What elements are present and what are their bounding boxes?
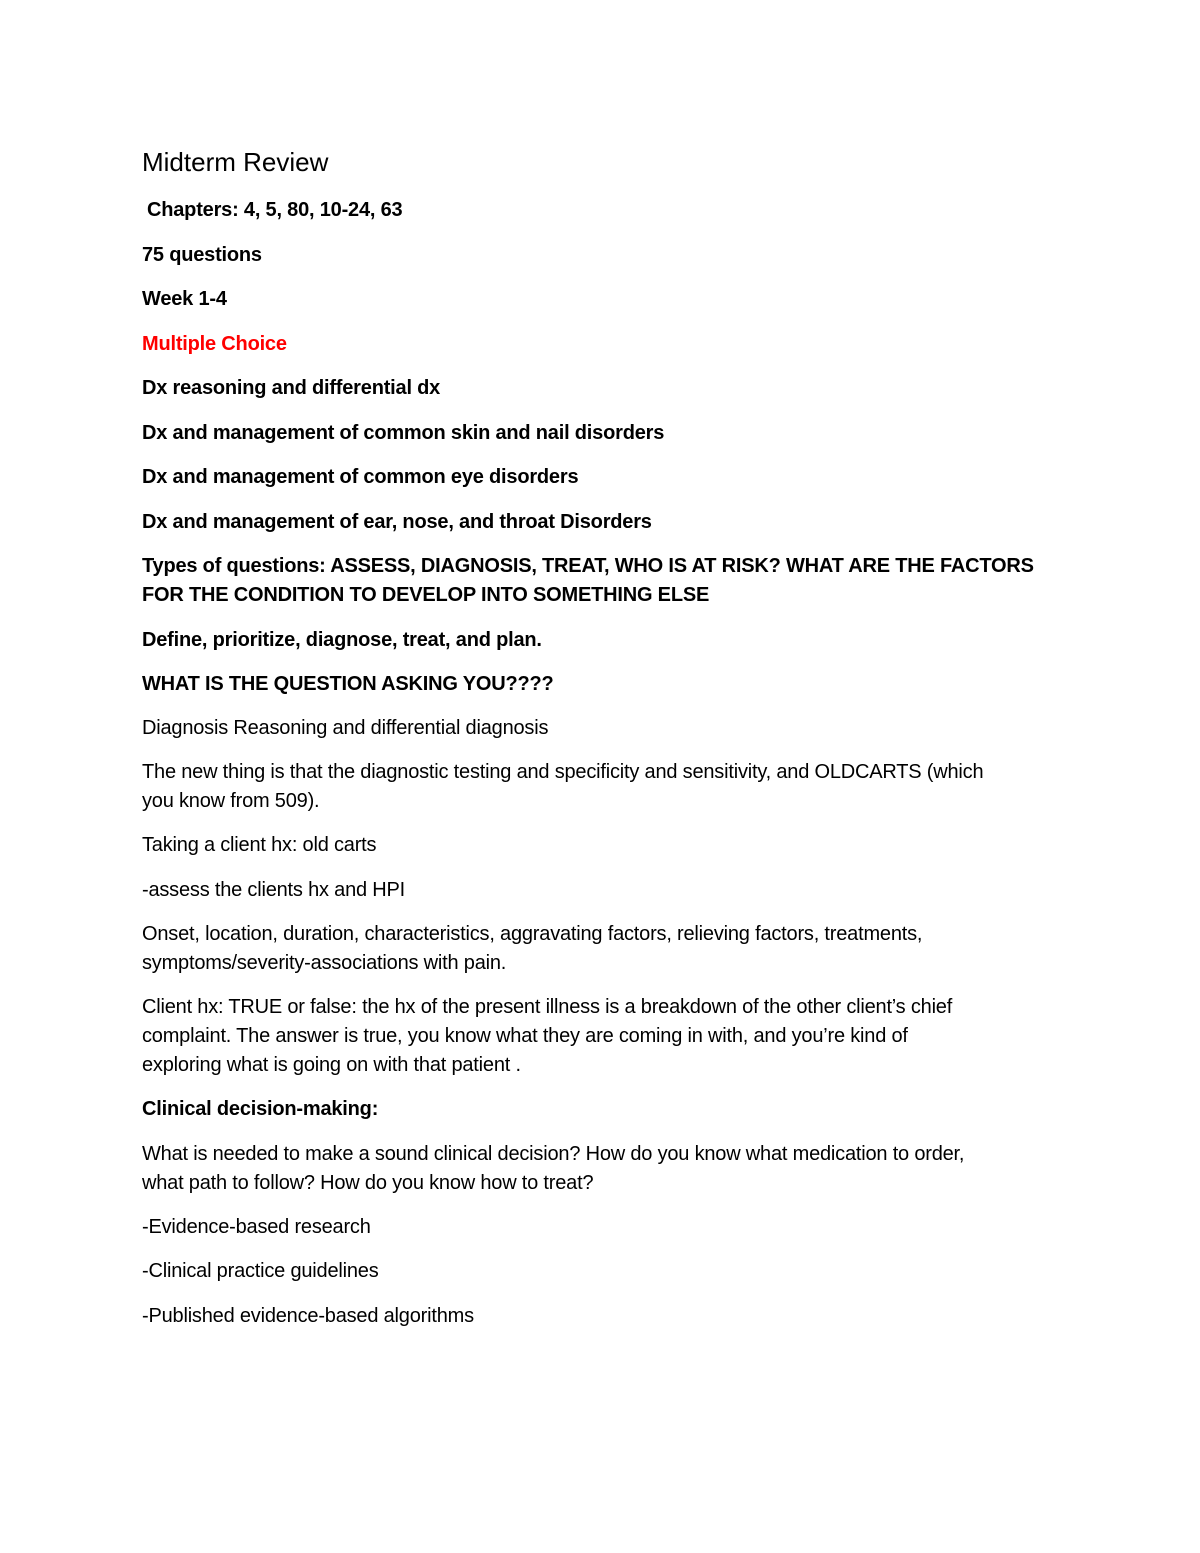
format-line: Multiple Choice xyxy=(142,333,287,355)
document-title: Midterm Review xyxy=(142,147,329,177)
topic-item: Dx reasoning and differential dx xyxy=(142,377,441,399)
evidence-item: -Evidence-based research xyxy=(142,1216,371,1238)
define-line: Define, prioritize, diagnose, treat, and plan. xyxy=(142,629,542,651)
taking-hx-line: Taking a client hx: old carts xyxy=(142,834,377,856)
onset-line: symptoms/severity-associations with pain. xyxy=(142,952,507,974)
client-hx-line: exploring what is going on with that patient . xyxy=(142,1054,521,1076)
what-needed-line: what path to follow? How do you know how to treat? xyxy=(142,1172,594,1194)
asking-line: WHAT IS THE QUESTION ASKING YOU???? xyxy=(142,673,554,695)
evidence-item: -Clinical practice guidelines xyxy=(142,1260,379,1282)
client-hx-line: complaint. The answer is true, you know what they are coming in with, and you’re kind of xyxy=(142,1025,908,1047)
clinical-heading: Clinical decision-making: xyxy=(142,1098,379,1120)
question-types-line: FOR THE CONDITION TO DEVELOP INTO SOMETHING ELSE xyxy=(142,584,710,606)
weeks-line: Week 1-4 xyxy=(142,288,227,310)
what-needed-line: What is needed to make a sound clinical decision? How do you know what medication to order, xyxy=(142,1143,965,1165)
topic-item: Dx and management of ear, nose, and throat Disorders xyxy=(142,511,652,533)
section-heading: Diagnosis Reasoning and differential diagnosis xyxy=(142,717,549,739)
client-hx-line: Client hx: TRUE or false: the hx of the present illness is a breakdown of the other client’s chief xyxy=(142,996,953,1018)
question-count-line: 75 questions xyxy=(142,244,262,266)
question-types-line: Types of questions: ASSESS, DIAGNOSIS, TREAT, WHO IS AT RISK? WHAT ARE THE FACTORS xyxy=(142,555,1034,577)
topic-item: Dx and management of common skin and nail disorders xyxy=(142,422,665,444)
new-thing-line: The new thing is that the diagnostic testing and specificity and sensitivity, and OLDCARTS (which xyxy=(142,761,984,783)
new-thing-line: you know from 509). xyxy=(142,790,320,812)
evidence-item: -Published evidence-based algorithms xyxy=(142,1305,474,1327)
chapters-line: Chapters: 4, 5, 80, 10-24, 63 xyxy=(147,199,403,221)
topic-item: Dx and management of common eye disorders xyxy=(142,466,579,488)
onset-line: Onset, location, duration, characteristics, aggravating factors, relieving factors, treatments, xyxy=(142,923,923,945)
assess-line: -assess the clients hx and HPI xyxy=(142,879,406,901)
